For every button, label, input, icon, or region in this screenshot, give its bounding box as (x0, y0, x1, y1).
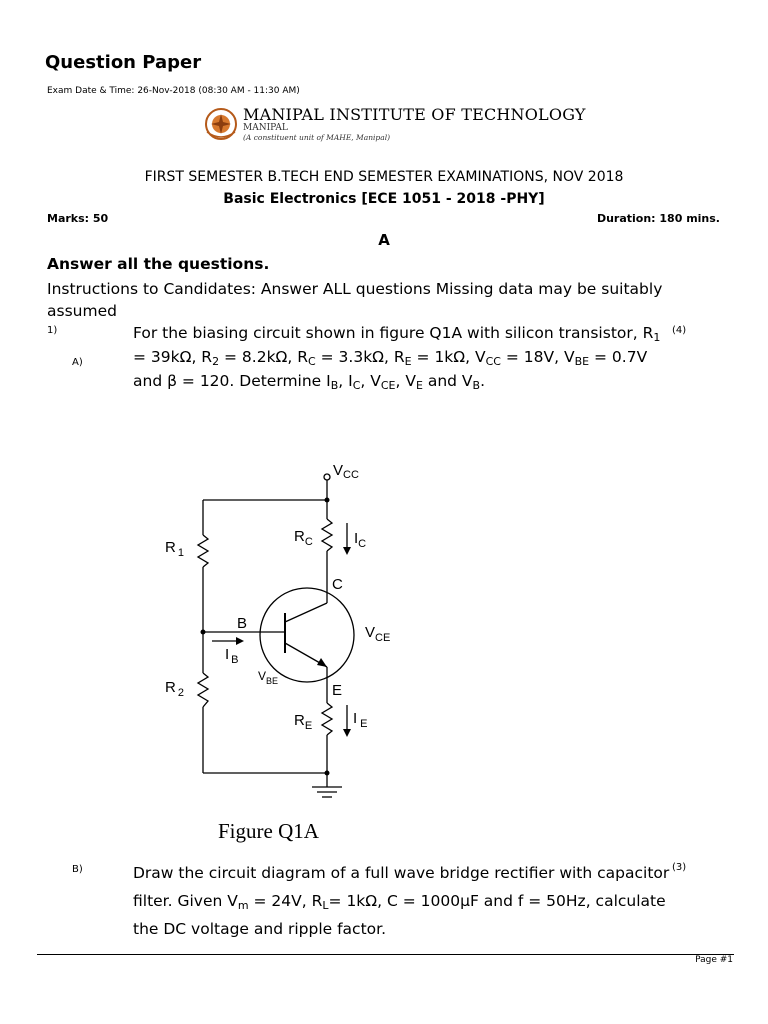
svg-text:VBE: $V_{BE}$ (258, 669, 279, 686)
figure-caption: Figure Q1A (218, 819, 319, 843)
course-title: Basic Electronics [ECE 1051 - 2018 -PHY] (223, 191, 545, 207)
question-part: A) (72, 357, 83, 368)
question-part: B) (72, 864, 83, 875)
svg-text:E: E (332, 682, 343, 699)
svg-text:R1: R $_1$ (165, 539, 184, 559)
svg-text:IE: I $_E$ (353, 710, 368, 730)
exam-title: FIRST SEMESTER B.TECH END SEMESTER EXAMINATIONS, NOV 2018 (144, 169, 624, 185)
svg-text:B: B (237, 615, 248, 632)
question-marks: (4) (672, 325, 687, 336)
institute-name: MANIPAL INSTITUTE OF TECHNOLOGY (243, 105, 586, 124)
section-label: A (378, 231, 390, 249)
page-number: Page #1 (695, 955, 733, 965)
resistor-rc (322, 519, 332, 551)
svg-text:RE: $R_E$ (294, 712, 313, 732)
transistor-bjt (260, 588, 354, 682)
svg-text:VCE: $V_{CE}$ (365, 624, 391, 644)
question-text: Draw the circuit diagram of a full wave bridge rectifier with capacitor filter. Given $V_m = 24V$, $R_L= 1k\Omega$, C = 1000μF and f = 50Hz, calculate the DC voltage and ripple factor. (133, 864, 670, 938)
vcc-terminal (324, 474, 330, 480)
total-marks: Marks: 50 (47, 212, 109, 225)
resistor-r1 (198, 535, 208, 567)
institute-seal-icon (203, 106, 239, 142)
question-text: For the biasing circuit shown in figure Q1A with silicon transistor, $R_1 = 39k\Omega$, $R_2 = 8.2k\Omega$, $R_C = 3.3k\Omega$, $R_E = 1k\Omega$, $V_{CC} = 18V$, $V_{BE} = 0.7V$ and β = 120. Determine $I_B$, $I_C$, $V_{CE}$, $V_E$ and $V_B$. (133, 324, 661, 392)
svg-text:IB: I $_B$ (225, 646, 239, 666)
section-heading: Answer all the questions. (47, 255, 270, 273)
resistor-re (322, 703, 332, 735)
page-title: Question Paper (45, 52, 202, 73)
footer-divider (37, 954, 734, 955)
resistor-r2 (198, 673, 208, 707)
institute-logo (203, 106, 239, 142)
exam-date-time: Exam Date & Time: 26-Nov-2018 (08:30 AM - 11:30 AM) (47, 86, 300, 96)
svg-text:C: C (332, 576, 343, 593)
instructions: Instructions to Candidates: Answer ALL questions Missing data may be suitably assumed (47, 280, 663, 320)
question-number: 1) (47, 325, 58, 336)
question-marks: (3) (672, 862, 687, 873)
institute-subtitle: (A constituent unit of MAHE, Manipal) (243, 133, 391, 142)
svg-text:R2: R $_2$ (165, 679, 184, 699)
institute-location: MANIPAL (243, 123, 288, 133)
circuit-figure-q1a (160, 455, 400, 845)
svg-text:RC: $R_C$ (294, 528, 313, 548)
exam-duration: Duration: 180 mins. (596, 212, 720, 225)
svg-text:IC: $I_C$ (354, 530, 367, 550)
svg-text:VCC: $V_{CC}$ (333, 462, 359, 481)
